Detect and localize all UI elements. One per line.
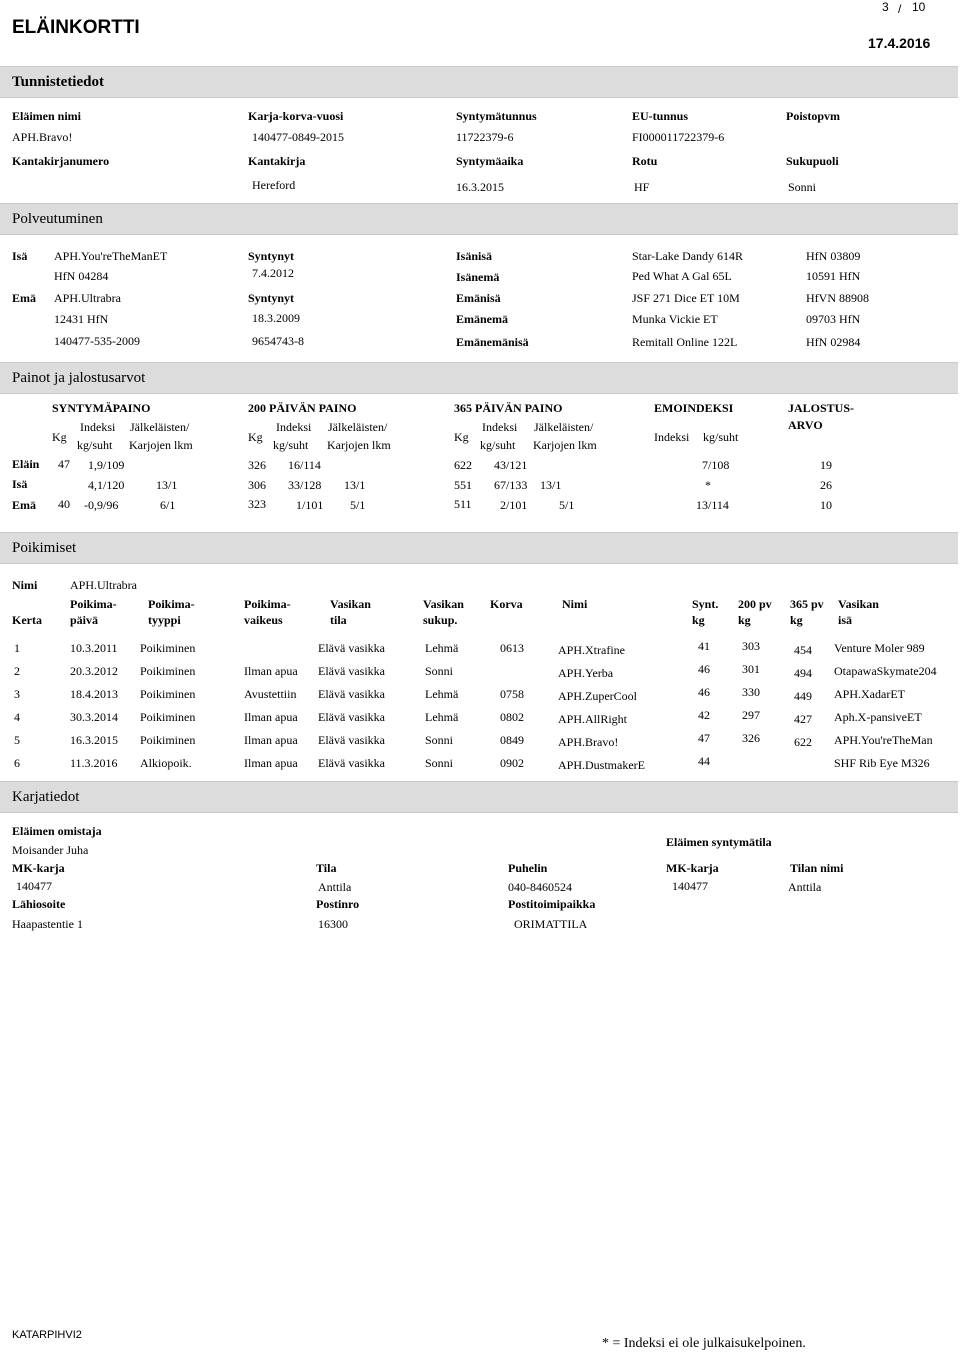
page-separator: / [898,2,902,16]
value-breed: HF [634,180,650,194]
table-cell: Poikiminen [140,710,196,724]
farm-value: Anttila [318,880,352,894]
table-cell: APH.AllRight [558,712,628,726]
table-cell: 10.3.2011 [70,641,118,655]
label-phone: Puhelin [508,861,548,875]
sire-name: APH.You'reTheManET [54,249,168,263]
label-herd: MK-karja [12,861,65,875]
cell: 13/1 [540,478,562,492]
col-kgsuht: kg/suht [273,438,309,452]
label-breed: Rotu [632,154,658,168]
dam-id: 140477-535-2009 [54,334,140,348]
value-birth-date: 16.3.2015 [456,180,504,194]
table-cell: SHF Rib Eye M326 [834,756,930,770]
col-offspring: Jälkeläisten/ [534,420,594,434]
table-cell: 5 [14,733,20,747]
label-dam-sire: Emänisä [456,291,501,305]
table-cell: 0758 [500,687,524,701]
col-kg: Kg [52,430,67,444]
table-cell: 297 [742,708,760,722]
label-postcode: Postinro [316,897,360,911]
label-dam-dam-sire: Emänemänisä [456,335,529,349]
cell: 6/1 [160,498,176,512]
table-cell: 46 [698,685,710,699]
cell: 7/108 [702,458,730,472]
group-breeding-value-2: ARVO [788,418,823,432]
section-farm [0,781,958,813]
table-cell: Lehmä [425,687,459,701]
label-dam-name: Nimi [12,578,38,592]
table-cell: Lehmä [425,641,459,655]
col-herds: Karjojen lkm [129,438,193,452]
dam-name: APH.Ultrabra [70,578,137,592]
hdr: 200 pv [738,597,772,611]
dam-sire-reg: HfVN 88908 [806,291,869,305]
table-cell: Sonni [425,664,454,678]
hdr: isä [838,613,853,627]
dam-sire-name: JSF 271 Dice ET 10M [632,291,740,305]
table-cell: 0902 [500,756,524,770]
hdr: sukup. [423,613,458,627]
owner-name: Moisander Juha [12,843,89,857]
table-cell: Ilman apua [244,733,298,747]
table-cell: 326 [742,731,760,745]
cell: 33/128 [288,478,322,492]
cell: 622 [454,458,472,472]
label-herdbook: Kantakirja [248,154,306,168]
cell: 5/1 [559,498,575,512]
table-cell: Lehmä [425,710,459,724]
section-title: Tunnistetiedot [12,74,104,90]
label-dam-dam: Emänemä [456,312,508,326]
section-identification [0,66,958,98]
hdr: päivä [70,613,99,627]
value-herd-ear-year: 140477-0849-2015 [252,130,344,144]
cell: 43/121 [494,458,528,472]
hdr: kg [692,613,705,627]
value-herdbook: Hereford [252,178,296,192]
col-herds: Karjojen lkm [533,438,597,452]
col-kg: Kg [248,430,263,444]
col-index: Indeksi [482,420,518,434]
cell: 67/133 [494,478,528,492]
group-breeding-value: JALOSTUS- [788,401,855,415]
farm-name-value: Anttila [788,880,822,894]
cell: 26 [820,478,832,492]
value-animal-name: APH.Bravo! [12,130,73,144]
table-cell: Poikiminen [140,641,196,655]
table-cell: Ilman apua [244,756,298,770]
table-cell: Elävä vasikka [318,687,385,701]
cell: 1/101 [296,498,324,512]
address-value: Haapastentie 1 [12,917,83,931]
table-cell: APH.Xtrafine [558,643,625,657]
section-calvings [0,532,958,564]
sire-reg: HfN 04284 [54,269,109,283]
cell: 16/114 [288,458,321,472]
table-cell: 41 [698,639,710,653]
table-cell: 303 [742,639,760,653]
label-farm-name: Tilan nimi [790,861,844,875]
table-cell: 622 [794,735,812,749]
group-200d-weight: 200 PÄIVÄN PAINO [248,401,357,415]
phone-value: 040-8460524 [508,880,572,894]
postcode-value: 16300 [318,917,348,931]
table-cell: Poikiminen [140,687,196,701]
table-cell: 427 [794,712,812,726]
table-cell: 20.3.2012 [70,664,118,678]
table-cell: 0849 [500,733,524,747]
hdr: Vasikan [423,597,464,611]
table-cell: 0802 [500,710,524,724]
table-cell: 44 [698,754,710,768]
sire-dam-name: Ped What A Gal 65L [632,269,732,283]
sire-born: 7.4.2012 [252,266,294,280]
hdr: Korva [490,597,523,611]
table-cell: 0613 [500,641,524,655]
hdr: Vasikan [838,597,879,611]
hdr: Kerta [12,613,42,627]
cell: 306 [248,478,266,492]
cell: 323 [248,497,266,511]
label-sire-born: Syntynyt [248,249,295,263]
cell: * [705,478,711,492]
section-title: Karjatiedot [12,789,80,805]
table-cell: APH.Yerba [558,666,614,680]
table-cell: APH.DustmakerE [558,758,645,772]
label-post-office: Postitoimipaikka [508,897,596,911]
label-removal-date: Poistopvm [786,109,840,123]
table-cell: Sonni [425,733,454,747]
table-cell: Ilman apua [244,664,298,678]
cell: 13/1 [156,478,178,492]
label-farm: Tila [316,861,337,875]
label-address: Lähiosoite [12,897,66,911]
hdr: Poikima- [244,597,291,611]
table-cell: Ilman apua [244,710,298,724]
section-pedigree [0,203,958,235]
hdr: Synt. [692,597,719,611]
table-cell: 3 [14,687,20,701]
table-cell: Poikiminen [140,664,196,678]
page-total: 10 [912,0,926,14]
dam-number: 9654743-8 [252,334,304,348]
cell: 551 [454,478,472,492]
footer-note: * = Indeksi ei ole julkaisukelpoinen. [602,1336,806,1351]
dam-dam-sire-reg: HfN 02984 [806,335,861,349]
cell: 13/114 [696,498,729,512]
sire-sire-reg: HfN 03809 [806,249,861,263]
table-cell: Alkiopoik. [140,756,192,770]
label-eu-id: EU-tunnus [632,109,689,123]
hdr: tyyppi [148,613,181,627]
label-animal-name: Eläimen nimi [12,109,82,123]
hdr: Vasikan [330,597,371,611]
label-herdbook-number: Kantakirjanumero [12,154,110,168]
table-cell: 46 [698,662,710,676]
herd-2-value: 140477 [672,879,708,893]
dam-born: 18.3.2009 [252,311,300,325]
table-cell: 11.3.2016 [70,756,118,770]
label-herd-ear-year: Karja-korva-vuosi [248,109,344,123]
table-cell: Venture Moler 989 [834,641,925,655]
label-sire: Isä [12,249,28,263]
table-cell: Aph.X-pansiveET [834,710,922,724]
col-kgsuht: kg/suht [77,438,113,452]
table-cell: Avustettiin [244,687,297,701]
table-cell: Sonni [425,756,454,770]
cell: 13/1 [344,478,366,492]
row-label-dam: Emä [12,498,36,512]
label-dam-born: Syntynyt [248,291,295,305]
cell: 326 [248,458,266,472]
row-label-sire: Isä [12,477,28,491]
label-dam: Emä [12,291,36,305]
table-cell: 449 [794,689,812,703]
table-cell: 2 [14,664,20,678]
value-birth-id: 11722379-6 [456,130,514,144]
page-number: 3 [882,0,889,14]
hdr: 365 pv [790,597,824,611]
table-cell: APH.You'reTheMan [834,733,933,747]
table-cell: 454 [794,643,812,657]
group-birth-weight: SYNTYMÄPAINO [52,401,151,415]
label-birth-id: Syntymätunnus [456,109,537,123]
cell: 19 [820,458,832,472]
table-cell: 6 [14,756,20,770]
col-index: Indeksi [276,420,312,434]
sire-dam-reg: 10591 HfN [806,269,861,283]
col-kg: Kg [454,430,469,444]
table-cell: 18.4.2013 [70,687,118,701]
group-365d-weight: 365 PÄIVÄN PAINO [454,401,563,415]
row-label-animal: Eläin [12,457,40,471]
herd-value: 140477 [16,879,52,893]
section-title: Painot ja jalostusarvot [12,370,146,386]
table-cell: Elävä vasikka [318,641,385,655]
hdr: vaikeus [244,613,283,627]
col-kgsuht: kg/suht [703,430,739,444]
table-cell: Elävä vasikka [318,710,385,724]
post-office-value: ORIMATTILA [514,917,588,931]
table-cell: 42 [698,708,710,722]
cell: 2/101 [500,498,528,512]
table-cell: APH.Bravo! [558,735,619,749]
table-cell: OtapawaSkymate204 [834,664,937,678]
hdr: kg [790,613,803,627]
label-sire-dam: Isänemä [456,270,500,284]
table-cell: 4 [14,710,20,724]
cell: 10 [820,498,832,512]
table-cell: 1 [14,641,20,655]
col-herds: Karjojen lkm [327,438,391,452]
table-cell: Poikiminen [140,733,196,747]
dam-name: APH.Ultrabra [54,291,121,305]
page-title: ELÄINKORTTI [12,17,140,38]
section-title: Poikimiset [12,540,77,556]
print-date: 17.4.2016 [868,35,931,51]
col-offspring: Jälkeläisten/ [130,420,190,434]
hdr: Poikima- [70,597,117,611]
table-cell: 301 [742,662,760,676]
table-cell: Elävä vasikka [318,664,385,678]
hdr: Poikima- [148,597,195,611]
table-cell: Elävä vasikka [318,733,385,747]
table-cell: 47 [698,731,710,745]
cell: 4,1/120 [88,478,125,492]
label-sex: Sukupuoli [786,154,839,168]
col-offspring: Jälkeläisten/ [328,420,388,434]
cell: 1,9/109 [88,458,125,472]
cell: 40 [58,497,70,511]
col-kgsuht: kg/suht [480,438,516,452]
table-cell: Elävä vasikka [318,756,385,770]
table-cell: 330 [742,685,760,699]
dam-dam-sire-name: Remitall Online 122L [632,335,738,349]
label-birthplace: Eläimen syntymätila [666,835,772,849]
value-sex: Sonni [788,180,817,194]
table-cell: APH.ZuperCool [558,689,637,703]
group-dam-index: EMOINDEKSI [654,401,734,415]
label-owner: Eläimen omistaja [12,824,102,838]
label-sire-sire: Isänisä [456,249,493,263]
sire-sire-name: Star-Lake Dandy 614R [632,249,744,263]
table-cell: 16.3.2015 [70,733,118,747]
table-cell: 494 [794,666,812,680]
hdr: Nimi [562,597,588,611]
cell: 5/1 [350,498,366,512]
dam-dam-reg: 09703 HfN [806,312,861,326]
cell: 511 [454,497,472,511]
dam-reg: 12431 HfN [54,312,109,326]
cell: 47 [58,457,70,471]
section-title: Polveutuminen [12,211,103,227]
label-birth-date: Syntymäaika [456,154,524,168]
hdr: kg [738,613,751,627]
table-cell: APH.XadarET [834,687,905,701]
table-cell: 30.3.2014 [70,710,118,724]
value-eu-id: FI000011722379-6 [632,130,725,144]
dam-dam-name: Munka Vickie ET [632,312,718,326]
col-index: Indeksi [654,430,690,444]
section-weights [0,362,958,394]
col-index: Indeksi [80,420,116,434]
cell: -0,9/96 [84,498,119,512]
hdr: tila [330,613,347,627]
label-herd-2: MK-karja [666,861,719,875]
footer-code: KATARPIHVI2 [12,1329,82,1341]
